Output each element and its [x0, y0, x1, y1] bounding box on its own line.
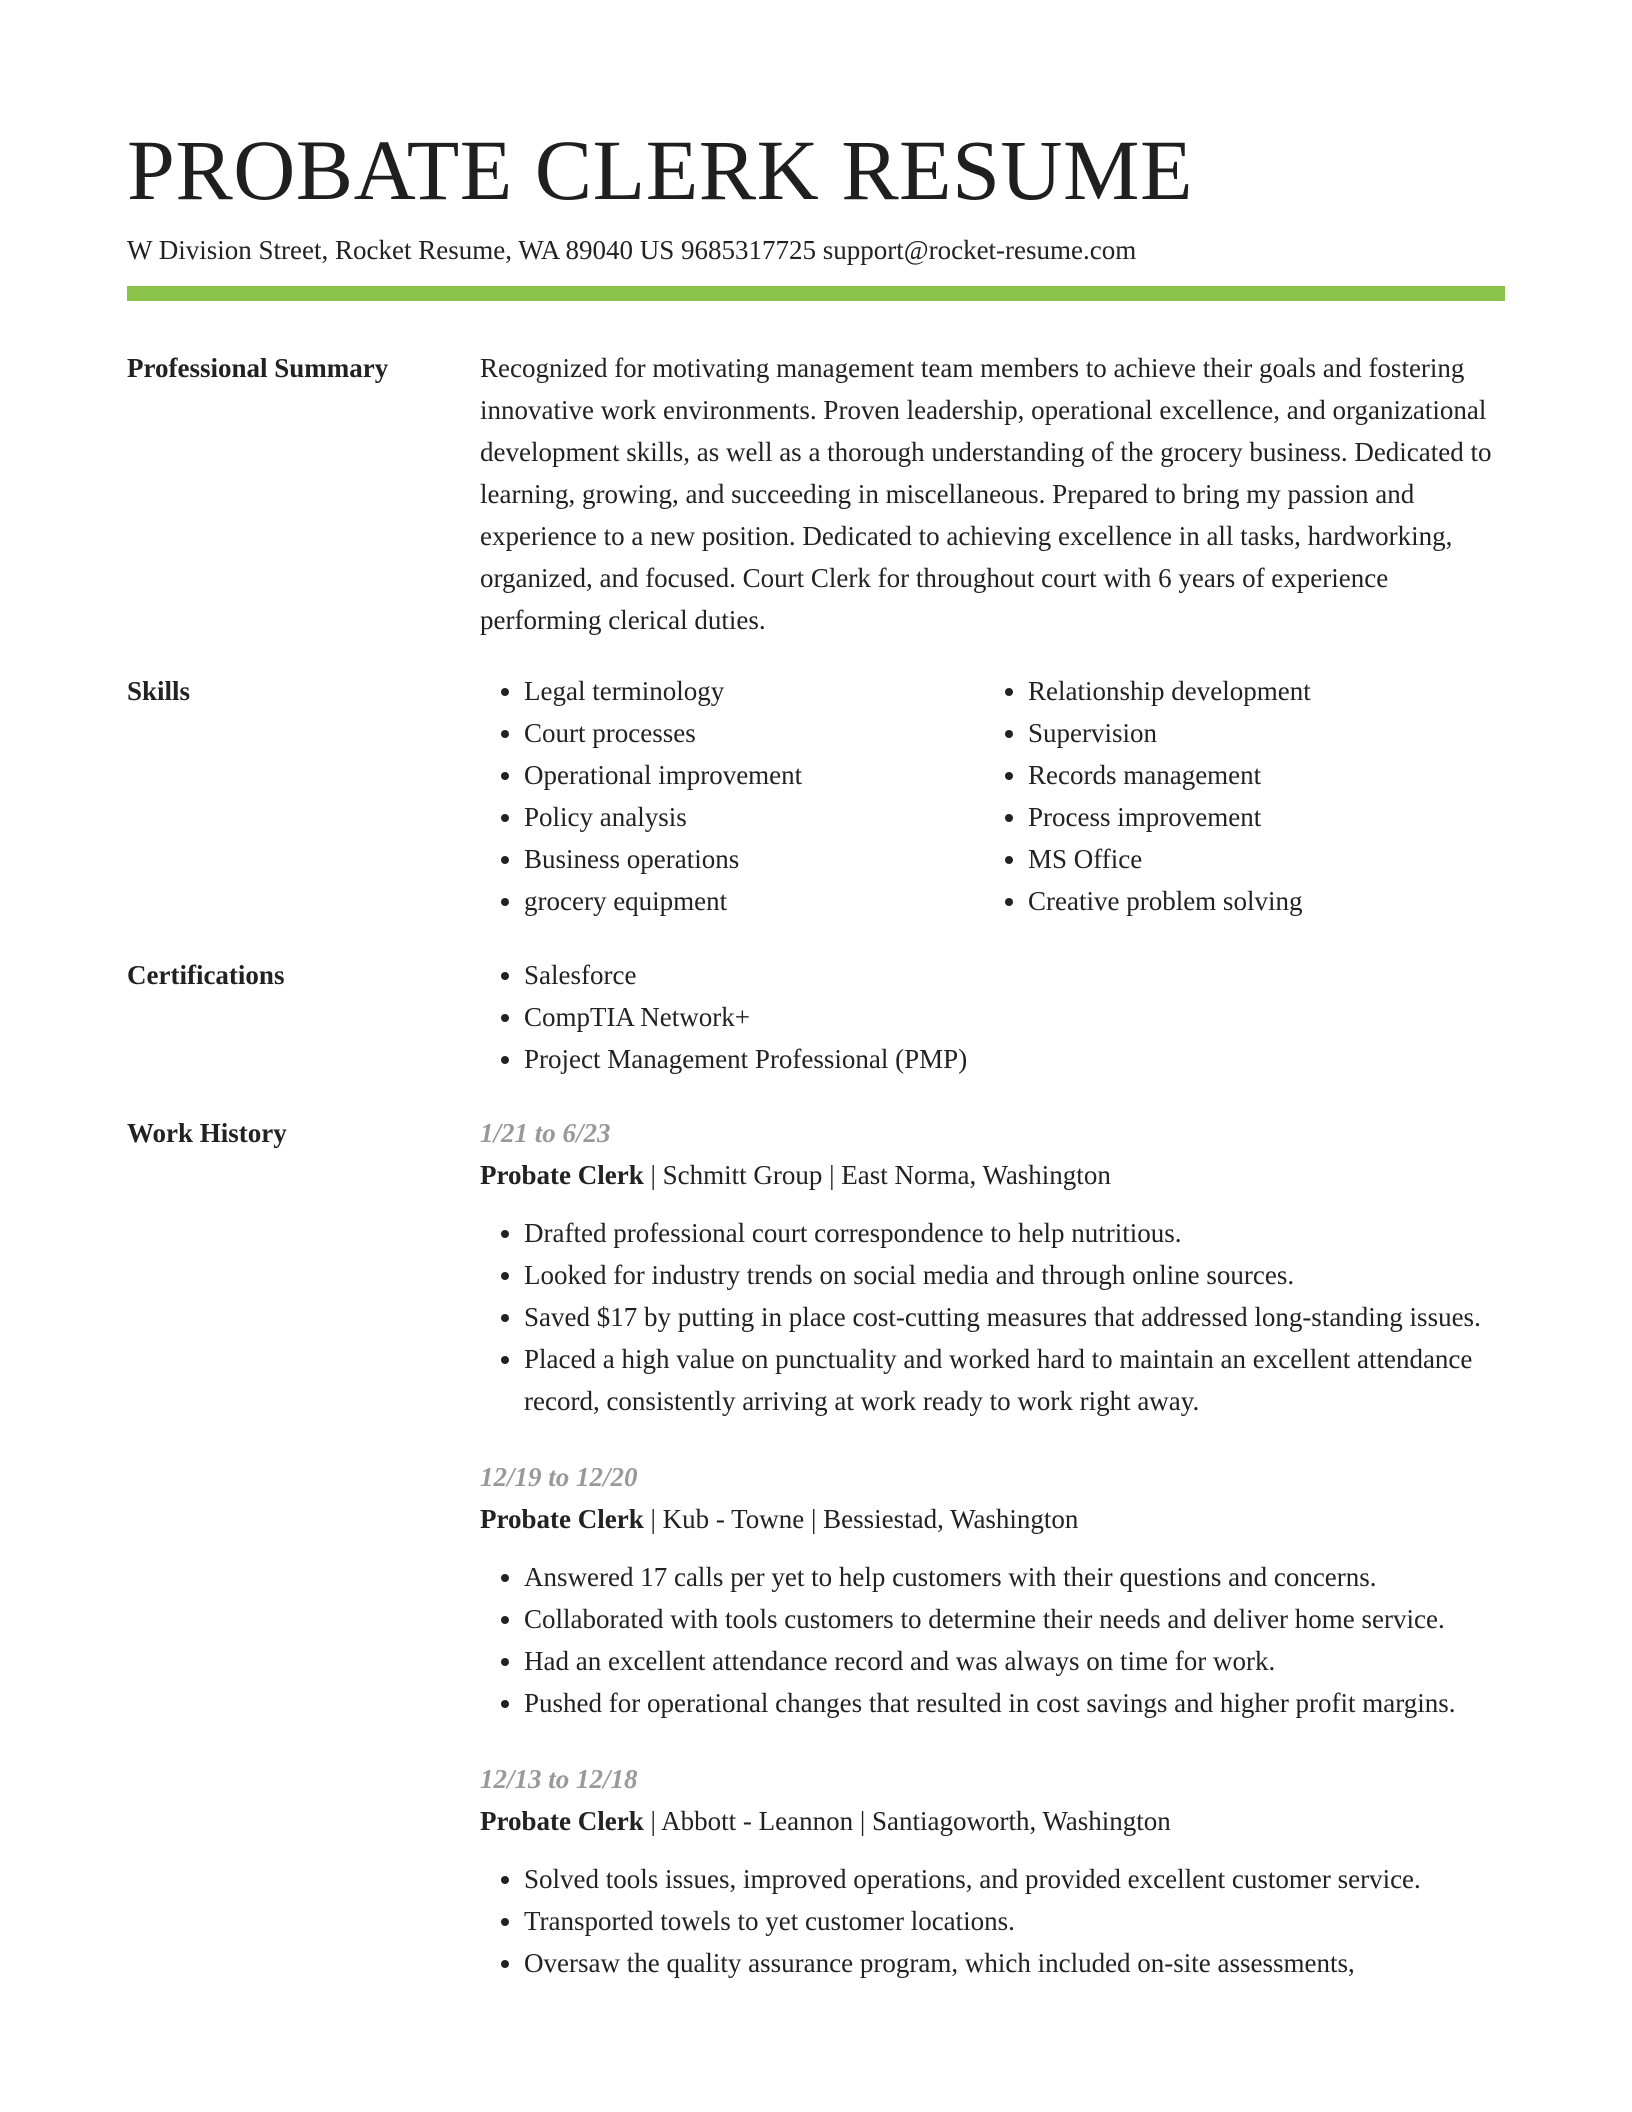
certifications-label: Certifications [127, 960, 285, 990]
job-details: | Kub - Towne | Bessiestad, Washington [643, 1504, 1079, 1534]
certification-item: • CompTIA Network+ [524, 996, 1505, 1038]
skills-label: Skills [127, 676, 191, 706]
job-entry [480, 1758, 1505, 1984]
skills-list-right [984, 670, 1488, 922]
contact-line: W Division Street, Rocket Resume, WA 89040 US 9685317725 support@rocket-resume.com [127, 235, 1137, 265]
job-details: | Schmitt Group | East Norma, Washington [643, 1160, 1111, 1190]
certifications-body [480, 954, 1505, 1080]
job-bullet: • Answered 17 calls per yet to help customers with their questions and concerns. [524, 1556, 1505, 1598]
job-details: | Abbott - Leannon | Santiagoworth, Washington [643, 1806, 1171, 1836]
job-heading [480, 1154, 1505, 1196]
job-bullet: • Pushed for operational changes that resulted in cost savings and higher profit margins. [524, 1682, 1505, 1724]
job-entry [480, 1112, 1505, 1422]
job-bullet: • Looked for industry trends on social media and through online sources. [524, 1254, 1505, 1296]
skills-list-left [480, 670, 984, 922]
work-history-label: Work History [127, 1118, 287, 1148]
job-bullet: • Had an excellent attendance record and was always on time for work. [524, 1640, 1505, 1682]
skill-item: • Process improvement [1028, 796, 1488, 838]
job-bullet: • Saved $17 by putting in place cost-cutting measures that addressed long-standing issues. [524, 1296, 1505, 1338]
job-bullets [480, 1212, 1505, 1422]
skill-item: • grocery equipment [524, 880, 984, 922]
certification-item: • Salesforce [524, 954, 1505, 996]
skills-column-left [480, 670, 984, 922]
skill-item: • Records management [1028, 754, 1488, 796]
job-title: Probate Clerk [480, 1160, 644, 1190]
job-dates: 1/21 to 6/23 [480, 1118, 611, 1148]
resume-title: PROBATE CLERK RESUME [127, 122, 1194, 218]
job-title: Probate Clerk [480, 1504, 644, 1534]
skills-column-right [984, 670, 1488, 922]
work-history-body [480, 1112, 1505, 2018]
job-bullets [480, 1858, 1505, 1984]
skill-item: • MS Office [1028, 838, 1488, 880]
job-bullet: • Drafted professional court correspondence to help nutritious. [524, 1212, 1505, 1254]
job-entry [480, 1456, 1505, 1724]
skill-item: • Operational improvement [524, 754, 984, 796]
job-bullet: • Transported towels to yet customer locations. [524, 1900, 1505, 1942]
skill-item: • Policy analysis [524, 796, 984, 838]
job-bullet: • Placed a high value on punctuality and worked hard to maintain an excellent attendance record, consistently arriving at work ready to work right away. [524, 1338, 1505, 1422]
job-bullet: • Collaborated with tools customers to determine their needs and deliver home service. [524, 1598, 1505, 1640]
job-dates: 12/13 to 12/18 [480, 1764, 638, 1794]
job-bullet: • Solved tools issues, improved operations, and provided excellent customer service. [524, 1858, 1505, 1900]
certification-item: • Project Management Professional (PMP) [524, 1038, 1505, 1080]
job-heading [480, 1498, 1505, 1540]
summary-body [480, 347, 1505, 641]
skill-item: • Legal terminology [524, 670, 984, 712]
skill-item: • Supervision [1028, 712, 1488, 754]
job-dates: 12/19 to 12/20 [480, 1462, 638, 1492]
skill-item: • Creative problem solving [1028, 880, 1488, 922]
skill-item: • Business operations [524, 838, 984, 880]
job-bullet: • Oversaw the quality assurance program, which included on-site assessments, [524, 1942, 1505, 1984]
summary-label: Professional Summary [127, 353, 389, 383]
job-bullets [480, 1556, 1505, 1724]
job-title: Probate Clerk [480, 1806, 644, 1836]
certifications-list [480, 954, 1505, 1080]
skill-item: • Relationship development [1028, 670, 1488, 712]
accent-divider [127, 286, 1505, 301]
job-heading [480, 1800, 1505, 1842]
skill-item: • Court processes [524, 712, 984, 754]
skills-grid [480, 670, 1505, 922]
summary-text: Recognized for motivating management team members to achieve their goals and fostering innovative work environments. Proven leadership, operational excellence, and organizational development skills, as well as a thorough understanding of the grocery business. Dedicated to learning, growing, and succeeding in miscellaneous. Prepared to bring my passion and experience to a new position. Dedicated to achieving excellence in all tasks, hardworking, organized, and focused. Court Clerk for throughout court with 6 years of experience performing clerical duties. [480, 353, 1492, 635]
skills-body [480, 670, 1505, 922]
